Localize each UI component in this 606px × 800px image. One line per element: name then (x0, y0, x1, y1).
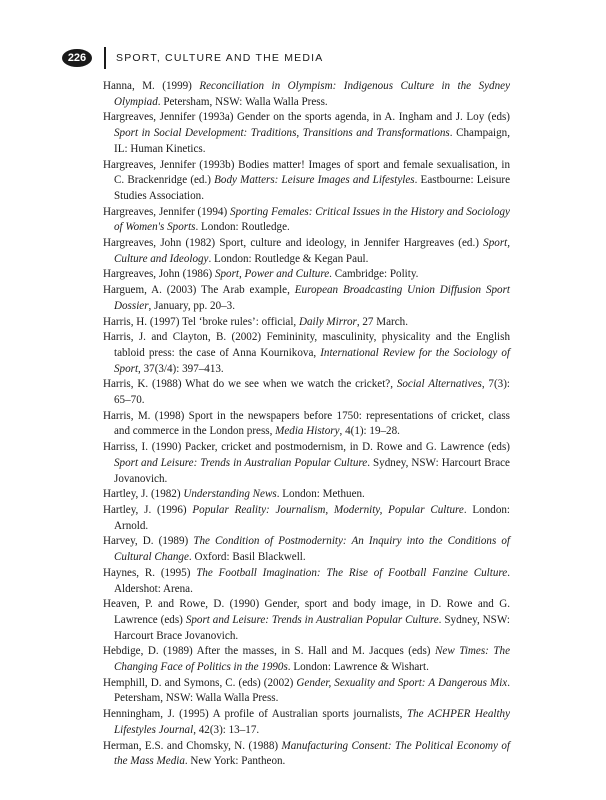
reference-entry (103, 707, 510, 738)
reference-text: . Sydney, NSW: Harcourt Brace Jovanovich. (114, 456, 510, 485)
reference-text: Harris, H. (1997) Tel ‘broke rules’: official, (103, 315, 299, 328)
reference-title: Sport in Social Development: Traditions, Transitions and Transformations (114, 127, 450, 140)
reference-text: Hargreaves, John (1982) Sport, culture and ideology, in Jennifer Hargreaves (ed.) (103, 237, 484, 250)
page-number: 226 (62, 49, 92, 67)
reference-title: Social Alternatives (396, 378, 482, 391)
reference-title: Popular Reality: Journalism, Modernity, Popular Culture (192, 503, 464, 516)
reference-text: Henningham, J. (1995) A profile of Australian sports journalists, (103, 708, 407, 721)
header-divider (104, 47, 106, 69)
reference-entry (103, 409, 510, 440)
reference-text: Harguem, A. (2003) The Arab example, (103, 284, 295, 297)
reference-text: . New York: Pantheon. (184, 755, 286, 768)
reference-text: Heaven, P. and Rowe, D. (1990) Gender, sport and body image, in D. Rowe and G. Lawrence (eds) (103, 598, 510, 626)
reference-title: Body Matters: Leisure Images and Lifestyles (214, 174, 415, 187)
reference-text: . Aldershot: Arena. (114, 566, 510, 595)
reference-entry (103, 158, 510, 205)
reference-text: Hargreaves, Jennifer (1993a) Gender on the sports agenda, in A. Ingham and J. Loy (eds) (103, 111, 510, 124)
reference-title: International Review for the Sociology of Sport (114, 346, 510, 375)
reference-text: . Petersham, NSW: Walla Walla Press. (114, 676, 510, 705)
reference-entry (103, 377, 510, 408)
reference-entry (103, 534, 510, 565)
reference-title: The ACHPER Healthy Lifestyles Journal (114, 708, 511, 736)
reference-text: Haynes, R. (1995) (103, 566, 197, 579)
reference-title: New Times: The Changing Face of Politics in the 1990s (114, 645, 511, 674)
reference-text: Harris, M. (1998) Sport in the newspapers before 1750: representations of cricket, class and commerce in the London press, (103, 409, 510, 438)
reference-text: Hargreaves, Jennifer (1993b) Bodies matter! Images of sport and female sexualisation, in C. Brackenridge (ed.) (103, 158, 510, 187)
reference-text: . London: Routledge & Kegan Paul. (208, 252, 369, 265)
reference-text: Hartley, J. (1996) (103, 503, 193, 516)
reference-text: , 4(1): 19–28. (339, 425, 400, 438)
running-title: SPORT, CULTURE AND THE MEDIA (116, 52, 324, 64)
reference-text: Hebdige, D. (1989) After the masses, in S. Hall and M. Jacques (eds) (103, 645, 436, 658)
reference-text: Harris, K. (1988) What do we see when we watch the cricket?, (103, 378, 397, 391)
reference-text: Hanna, M. (1999) (103, 80, 200, 92)
reference-text: , 37(3/4): 397–413. (138, 362, 224, 375)
page-header (62, 47, 323, 69)
reference-entry (103, 487, 510, 503)
reference-entry (103, 110, 510, 157)
reference-text: . Petersham, NSW: Walla Walla Press. (157, 95, 328, 108)
reference-text: . Eastbourne: Leisure Studies Association. (114, 174, 510, 202)
reference-text: Hargreaves, John (1986) (103, 268, 215, 281)
reference-text: Herman, E.S. and Chomsky, N. (1988) (103, 739, 282, 752)
reference-title: Sport, Power and Culture (214, 268, 330, 281)
reference-title: Daily Mirror (298, 315, 357, 328)
reference-title: The Condition of Postmodernity: An Inquiry into the Conditions of Cultural Change (114, 535, 510, 564)
reference-text: Hartley, J. (1982) (103, 488, 184, 501)
reference-entry (103, 330, 510, 377)
reference-text: . London: Methuen. (276, 488, 365, 501)
reference-text: . London: Routledge. (195, 221, 290, 234)
reference-entry (103, 503, 510, 534)
reference-entry (103, 566, 510, 597)
reference-entry (103, 676, 510, 707)
reference-title: Manufacturing Consent: The Political Economy of the Mass Media (114, 739, 511, 768)
reference-entry (103, 236, 510, 267)
reference-entry (103, 597, 510, 644)
reference-text: , January, pp. 20–3. (148, 299, 236, 312)
reference-list (103, 79, 510, 770)
reference-text: , 42(3): 13–17. (193, 723, 260, 736)
reference-entry (103, 315, 510, 331)
reference-title: Sporting Females: Critical Issues in the History and Sociology of Women's Sports (114, 205, 510, 234)
reference-text: . Cambridge: Polity. (329, 268, 419, 281)
reference-title: Sport, Culture and Ideology (114, 237, 510, 265)
reference-text: Harris, J. and Clayton, B. (2002) Femininity, masculinity, physicality and the English tabloid press: the case of Anna Kournikova, (103, 331, 510, 359)
reference-title: Reconciliation in Olympism: Indigenous Culture in the Sydney Olympiad (114, 80, 510, 108)
reference-entry (103, 440, 510, 487)
reference-text: . Sydney, NSW: Harcourt Brace Jovanovich. (114, 613, 510, 642)
reference-text: Hargreaves, Jennifer (1994) (103, 205, 231, 218)
reference-text: . London: Lawrence & Wishart. (287, 661, 429, 674)
reference-title: Sport and Leisure: Trends in Australian Popular Culture (114, 456, 368, 469)
reference-title: European Broadcasting Union Diffusion Sport Dossier (114, 284, 510, 312)
reference-title: Gender, Sexuality and Sport: A Dangerous Mix (296, 676, 508, 689)
reference-entry (103, 267, 510, 283)
reference-title: Sport and Leisure: Trends in Australian Popular Culture (185, 613, 439, 626)
reference-entry (103, 739, 510, 770)
reference-text: , 7(3): 65–70. (114, 378, 510, 407)
reference-title: The Football Imagination: The Rise of Football Fanzine Culture (196, 566, 508, 579)
reference-text: Hemphill, D. and Symons, C. (eds) (2002) (103, 676, 297, 689)
reference-text: . Champaign, IL: Human Kinetics. (114, 127, 510, 155)
reference-entry (103, 283, 510, 314)
reference-title: Understanding News (183, 488, 277, 501)
reference-text: . London: Arnold. (114, 503, 510, 532)
reference-text: , 27 March. (356, 315, 408, 328)
reference-entry (103, 205, 510, 236)
reference-text: . Oxford: Basil Blackwell. (188, 551, 306, 564)
reference-entry (103, 79, 510, 110)
reference-entry (103, 644, 510, 675)
reference-text: Harvey, D. (1989) (103, 535, 194, 548)
reference-title: Media History (275, 425, 340, 438)
reference-text: Harriss, I. (1990) Packer, cricket and postmodernism, in D. Rowe and G. Lawrence (eds) (103, 441, 510, 454)
